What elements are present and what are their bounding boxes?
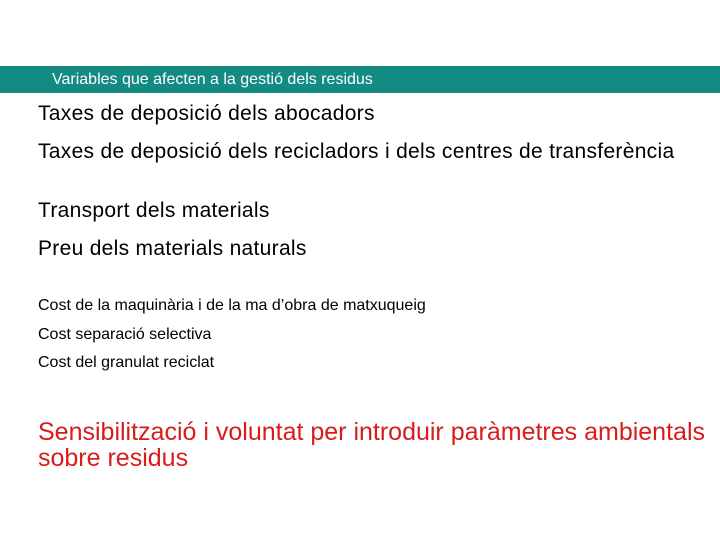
- list-item-recycler-fees: Taxes de deposició dels recicladors i dels centres de transferència: [38, 140, 675, 163]
- header-banner: [0, 66, 720, 93]
- list-item-transport: Transport dels materials: [38, 199, 270, 222]
- list-item-machinery-cost: Cost de la maquinària i de la ma d’obra de matxuqueig: [38, 297, 426, 314]
- list-item-separation-cost: Cost separació selectiva: [38, 326, 212, 343]
- list-item-landfill-fees: Taxes de deposició dels abocadors: [38, 102, 375, 125]
- list-item-recycled-aggregate-cost: Cost del granulat reciclat: [38, 354, 215, 371]
- banner-title: Variables que afecten a la gestió dels residus: [52, 71, 373, 88]
- list-item-natural-materials-price: Preu dels materials naturals: [38, 237, 307, 260]
- highlight-statement: Sensibilització i voluntat per introduir paràmetres ambientals sobre residus: [38, 418, 705, 472]
